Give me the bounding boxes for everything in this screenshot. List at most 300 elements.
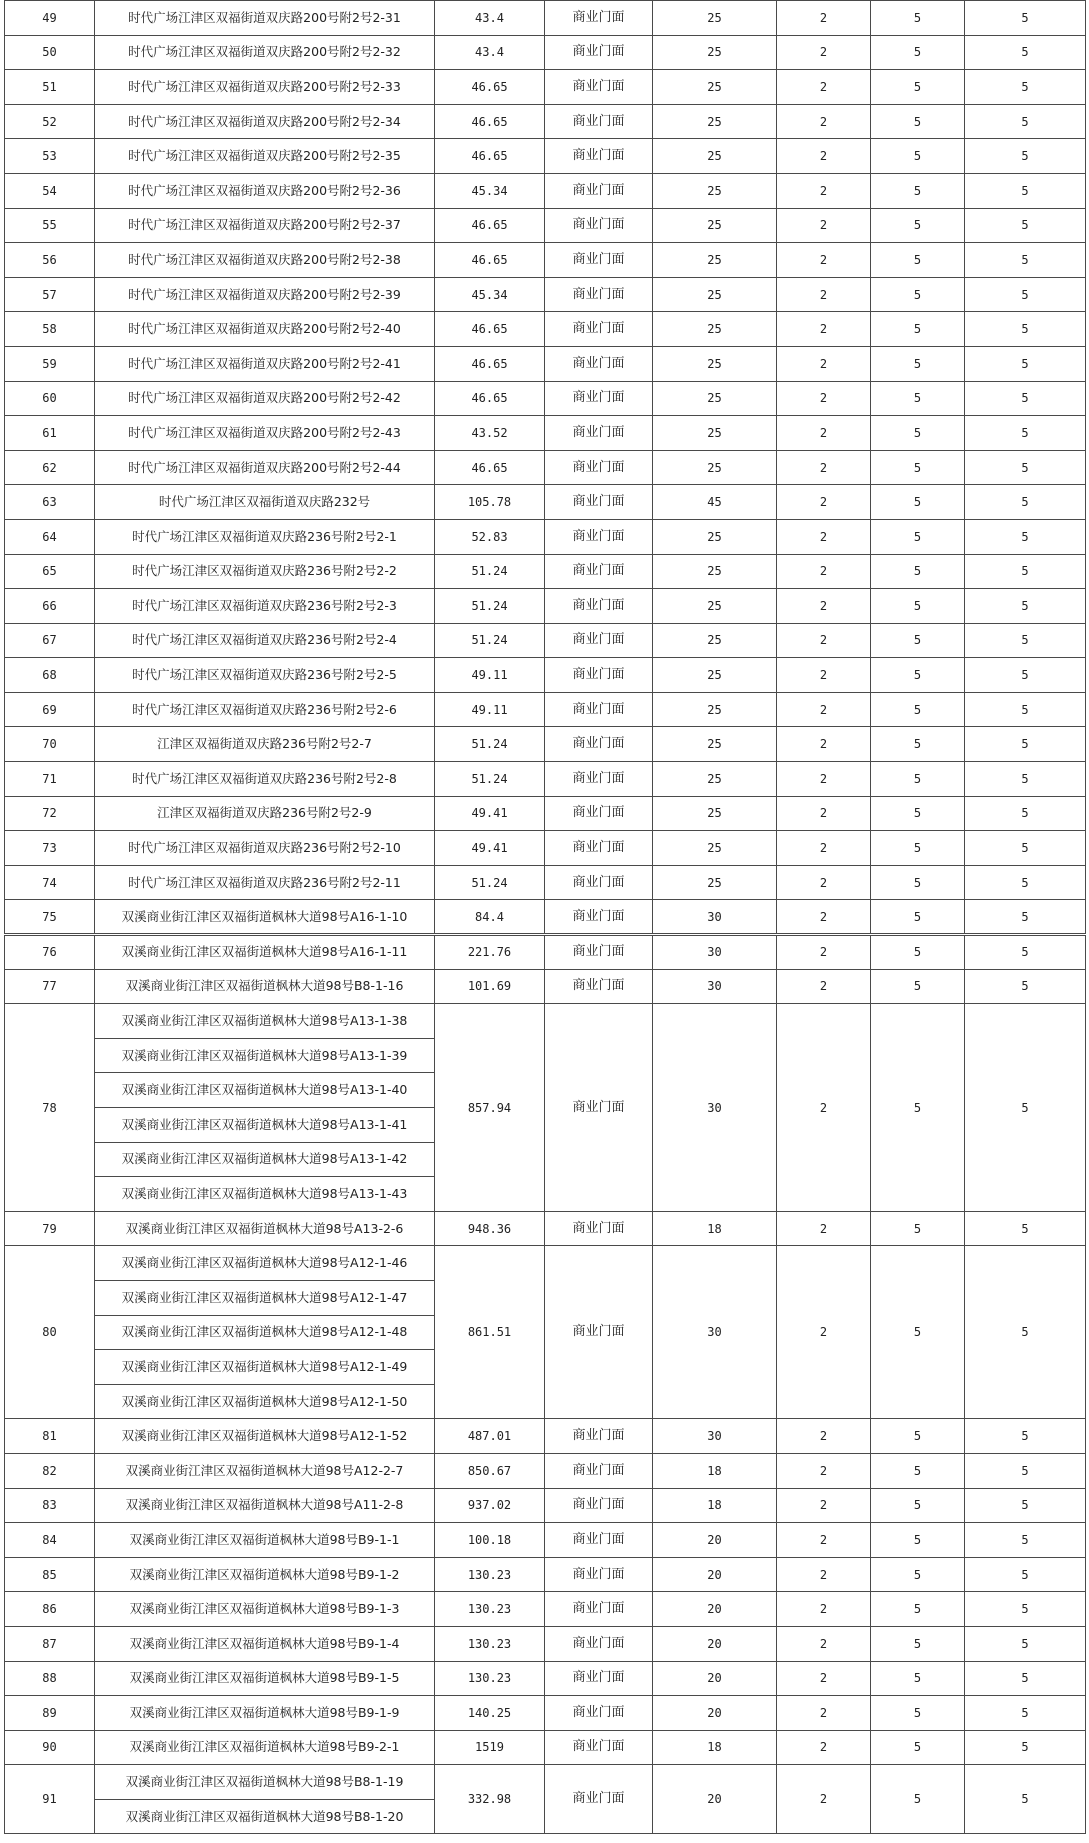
cell-address: 双溪商业街江津区双福街道枫林大道98号B8-1-16: [95, 969, 435, 1004]
cell-type: 商业门面: [545, 1, 653, 36]
cell-col7: 5: [871, 1488, 965, 1523]
cell-col6: 2: [777, 1488, 871, 1523]
cell-col7: 5: [871, 346, 965, 381]
cell-address: 双溪商业街江津区双福街道枫林大道98号A13-1-41: [95, 1108, 435, 1143]
cell-col6: 2: [777, 692, 871, 727]
cell-col6: 2: [777, 796, 871, 831]
table-row: [5, 1488, 1086, 1523]
cell-col7: 5: [871, 1696, 965, 1731]
cell-number: 50: [5, 35, 95, 70]
cell-col6: 2: [777, 346, 871, 381]
cell-col7: 5: [871, 416, 965, 451]
cell-type: 商业门面: [545, 1765, 653, 1834]
cell-col7: 5: [871, 277, 965, 312]
cell-years: 20: [653, 1557, 777, 1592]
cell-years: 30: [653, 1004, 777, 1212]
cell-area: 45.34: [435, 277, 545, 312]
cell-col8: 5: [965, 623, 1086, 658]
cell-area: 46.65: [435, 312, 545, 347]
cell-type: 商业门面: [545, 831, 653, 866]
cell-col8: 5: [965, 346, 1086, 381]
cell-years: 25: [653, 104, 777, 139]
cell-col8: 5: [965, 554, 1086, 589]
cell-col8: 5: [965, 1453, 1086, 1488]
cell-number: 84: [5, 1523, 95, 1558]
cell-col6: 2: [777, 831, 871, 866]
cell-col6: 2: [777, 1246, 871, 1419]
cell-col8: 5: [965, 1419, 1086, 1454]
cell-type: 商业门面: [545, 35, 653, 70]
cell-number: 73: [5, 831, 95, 866]
cell-years: 18: [653, 1488, 777, 1523]
cell-col7: 5: [871, 1, 965, 36]
cell-type: 商业门面: [545, 173, 653, 208]
table-row: [5, 554, 1086, 589]
cell-number: 69: [5, 692, 95, 727]
cell-years: 25: [653, 70, 777, 105]
cell-number: 57: [5, 277, 95, 312]
cell-number: 52: [5, 104, 95, 139]
cell-col8: 5: [965, 1246, 1086, 1419]
cell-years: 25: [653, 450, 777, 485]
cell-years: 30: [653, 1246, 777, 1419]
cell-col6: 2: [777, 173, 871, 208]
cell-col7: 5: [871, 1453, 965, 1488]
table-row: [5, 623, 1086, 658]
cell-area: 861.51: [435, 1246, 545, 1419]
cell-col7: 5: [871, 1557, 965, 1592]
cell-col8: 5: [965, 831, 1086, 866]
cell-address: 双溪商业街江津区双福街道枫林大道98号A12-1-47: [95, 1280, 435, 1315]
cell-years: 25: [653, 35, 777, 70]
cell-address: 时代广场江津区双福街道双庆路200号附2号2-41: [95, 346, 435, 381]
cell-type: 商业门面: [545, 1661, 653, 1696]
cell-col6: 2: [777, 450, 871, 485]
cell-address: 时代广场江津区双福街道双庆路236号附2号2-2: [95, 554, 435, 589]
cell-col8: 5: [965, 1004, 1086, 1212]
cell-col7: 5: [871, 1730, 965, 1765]
cell-col8: 5: [965, 935, 1086, 970]
cell-col6: 2: [777, 139, 871, 174]
cell-col7: 5: [871, 969, 965, 1004]
table-row: [5, 1004, 1086, 1039]
cell-address: 时代广场江津区双福街道双庆路200号附2号2-38: [95, 243, 435, 278]
table-row: [5, 450, 1086, 485]
cell-area: 51.24: [435, 865, 545, 900]
cell-col8: 5: [965, 1, 1086, 36]
table-row: [5, 208, 1086, 243]
cell-col7: 5: [871, 1419, 965, 1454]
cell-type: 商业门面: [545, 1626, 653, 1661]
cell-area: 130.23: [435, 1626, 545, 1661]
cell-col6: 2: [777, 1211, 871, 1246]
cell-type: 商业门面: [545, 416, 653, 451]
cell-col6: 2: [777, 70, 871, 105]
cell-number: 82: [5, 1453, 95, 1488]
cell-address: 时代广场江津区双福街道双庆路236号附2号2-11: [95, 865, 435, 900]
table-row: [5, 589, 1086, 624]
cell-type: 商业门面: [545, 1696, 653, 1731]
table-row: [5, 243, 1086, 278]
cell-area: 51.24: [435, 762, 545, 797]
cell-address: 双溪商业街江津区双福街道枫林大道98号B9-1-3: [95, 1592, 435, 1627]
cell-col7: 5: [871, 381, 965, 416]
cell-col8: 5: [965, 139, 1086, 174]
cell-number: 89: [5, 1696, 95, 1731]
cell-years: 25: [653, 173, 777, 208]
cell-col6: 2: [777, 935, 871, 970]
cell-col8: 5: [965, 969, 1086, 1004]
table-row: [5, 658, 1086, 693]
property-table: [4, 0, 1086, 1834]
cell-years: 30: [653, 969, 777, 1004]
cell-col8: 5: [965, 1765, 1086, 1834]
cell-number: 80: [5, 1246, 95, 1419]
cell-col8: 5: [965, 865, 1086, 900]
cell-address: 双溪商业街江津区双福街道枫林大道98号B9-1-5: [95, 1661, 435, 1696]
cell-address: 时代广场江津区双福街道双庆路200号附2号2-37: [95, 208, 435, 243]
cell-number: 81: [5, 1419, 95, 1454]
cell-address: 时代广场江津区双福街道双庆路200号附2号2-43: [95, 416, 435, 451]
table-row: [5, 1592, 1086, 1627]
cell-number: 59: [5, 346, 95, 381]
cell-number: 90: [5, 1730, 95, 1765]
cell-col7: 5: [871, 762, 965, 797]
cell-years: 30: [653, 900, 777, 935]
table-row: [5, 1730, 1086, 1765]
cell-col7: 5: [871, 1523, 965, 1558]
cell-area: 51.24: [435, 554, 545, 589]
cell-address: 时代广场江津区双福街道双庆路236号附2号2-1: [95, 519, 435, 554]
cell-type: 商业门面: [545, 727, 653, 762]
table-row: [5, 70, 1086, 105]
cell-col8: 5: [965, 519, 1086, 554]
cell-area: 52.83: [435, 519, 545, 554]
cell-number: 76: [5, 935, 95, 970]
cell-address: 双溪商业街江津区双福街道枫林大道98号A13-1-39: [95, 1038, 435, 1073]
table-row: [5, 1696, 1086, 1731]
cell-years: 25: [653, 831, 777, 866]
cell-address: 时代广场江津区双福街道双庆路200号附2号2-44: [95, 450, 435, 485]
cell-col6: 2: [777, 243, 871, 278]
cell-years: 18: [653, 1453, 777, 1488]
cell-col8: 5: [965, 796, 1086, 831]
cell-col8: 5: [965, 1661, 1086, 1696]
cell-area: 487.01: [435, 1419, 545, 1454]
cell-col7: 5: [871, 658, 965, 693]
table-row: [5, 277, 1086, 312]
cell-years: 25: [653, 1, 777, 36]
table-row: [5, 346, 1086, 381]
cell-number: 66: [5, 589, 95, 624]
cell-number: 67: [5, 623, 95, 658]
cell-years: 25: [653, 277, 777, 312]
cell-number: 51: [5, 70, 95, 105]
table-row: [5, 485, 1086, 520]
cell-address: 时代广场江津区双福街道双庆路236号附2号2-8: [95, 762, 435, 797]
cell-address: 双溪商业街江津区双福街道枫林大道98号B8-1-19: [95, 1765, 435, 1800]
cell-area: 49.11: [435, 692, 545, 727]
cell-col7: 5: [871, 312, 965, 347]
cell-col7: 5: [871, 554, 965, 589]
cell-col6: 2: [777, 727, 871, 762]
property-table-sheet: [4, 0, 1085, 1834]
cell-type: 商业门面: [545, 658, 653, 693]
cell-type: 商业门面: [545, 1004, 653, 1212]
cell-col7: 5: [871, 104, 965, 139]
table-row: [5, 1523, 1086, 1558]
cell-col6: 2: [777, 1765, 871, 1834]
cell-col8: 5: [965, 900, 1086, 935]
cell-col6: 2: [777, 1419, 871, 1454]
table-row: [5, 1211, 1086, 1246]
cell-col8: 5: [965, 727, 1086, 762]
cell-type: 商业门面: [545, 519, 653, 554]
table-row: [5, 1419, 1086, 1454]
cell-years: 25: [653, 381, 777, 416]
cell-years: 25: [653, 727, 777, 762]
cell-address: 双溪商业街江津区双福街道枫林大道98号A12-1-50: [95, 1384, 435, 1419]
cell-col6: 2: [777, 900, 871, 935]
cell-type: 商业门面: [545, 139, 653, 174]
cell-col7: 5: [871, 1246, 965, 1419]
cell-number: 83: [5, 1488, 95, 1523]
cell-type: 商业门面: [545, 589, 653, 624]
cell-number: 74: [5, 865, 95, 900]
cell-years: 25: [653, 623, 777, 658]
cell-type: 商业门面: [545, 1592, 653, 1627]
cell-years: 25: [653, 658, 777, 693]
cell-type: 商业门面: [545, 1246, 653, 1419]
cell-number: 77: [5, 969, 95, 1004]
cell-number: 53: [5, 139, 95, 174]
cell-area: 46.65: [435, 243, 545, 278]
cell-address: 双溪商业街江津区双福街道枫林大道98号A12-1-48: [95, 1315, 435, 1350]
cell-col7: 5: [871, 1765, 965, 1834]
cell-number: 79: [5, 1211, 95, 1246]
cell-area: 84.4: [435, 900, 545, 935]
cell-col6: 2: [777, 519, 871, 554]
cell-address: 时代广场江津区双福街道双庆路200号附2号2-35: [95, 139, 435, 174]
cell-years: 30: [653, 1419, 777, 1454]
table-row: [5, 104, 1086, 139]
cell-type: 商业门面: [545, 969, 653, 1004]
cell-col7: 5: [871, 1661, 965, 1696]
table-row: [5, 1453, 1086, 1488]
cell-type: 商业门面: [545, 346, 653, 381]
cell-col8: 5: [965, 416, 1086, 451]
cell-years: 18: [653, 1211, 777, 1246]
table-row: [5, 727, 1086, 762]
cell-years: 25: [653, 416, 777, 451]
cell-years: 25: [653, 692, 777, 727]
cell-area: 43.52: [435, 416, 545, 451]
cell-number: 71: [5, 762, 95, 797]
cell-address: 时代广场江津区双福街道双庆路236号附2号2-5: [95, 658, 435, 693]
cell-col7: 5: [871, 900, 965, 935]
cell-years: 25: [653, 762, 777, 797]
cell-type: 商业门面: [545, 1488, 653, 1523]
cell-col7: 5: [871, 519, 965, 554]
cell-area: 43.4: [435, 1, 545, 36]
cell-number: 88: [5, 1661, 95, 1696]
cell-area: 51.24: [435, 589, 545, 624]
cell-type: 商业门面: [545, 623, 653, 658]
cell-address: 双溪商业街江津区双福街道枫林大道98号B9-1-1: [95, 1523, 435, 1558]
table-row: [5, 1765, 1086, 1800]
cell-area: 221.76: [435, 935, 545, 970]
cell-col6: 2: [777, 865, 871, 900]
cell-years: 45: [653, 485, 777, 520]
table-body: [5, 1, 1086, 1834]
cell-area: 46.65: [435, 381, 545, 416]
cell-number: 87: [5, 1626, 95, 1661]
cell-col8: 5: [965, 243, 1086, 278]
cell-col7: 5: [871, 865, 965, 900]
cell-col8: 5: [965, 1730, 1086, 1765]
cell-col7: 5: [871, 450, 965, 485]
cell-address: 时代广场江津区双福街道双庆路200号附2号2-31: [95, 1, 435, 36]
cell-number: 78: [5, 1004, 95, 1212]
cell-years: 20: [653, 1696, 777, 1731]
cell-area: 105.78: [435, 485, 545, 520]
cell-number: 56: [5, 243, 95, 278]
cell-years: 25: [653, 519, 777, 554]
cell-type: 商业门面: [545, 762, 653, 797]
cell-col8: 5: [965, 381, 1086, 416]
cell-area: 49.11: [435, 658, 545, 693]
cell-col6: 2: [777, 1453, 871, 1488]
cell-address: 时代广场江津区双福街道双庆路200号附2号2-42: [95, 381, 435, 416]
cell-area: 43.4: [435, 35, 545, 70]
cell-col8: 5: [965, 1626, 1086, 1661]
cell-type: 商业门面: [545, 450, 653, 485]
cell-col6: 2: [777, 485, 871, 520]
cell-years: 25: [653, 243, 777, 278]
cell-number: 49: [5, 1, 95, 36]
cell-col6: 2: [777, 658, 871, 693]
cell-type: 商业门面: [545, 1557, 653, 1592]
cell-years: 25: [653, 865, 777, 900]
cell-col7: 5: [871, 623, 965, 658]
cell-years: 20: [653, 1592, 777, 1627]
cell-area: 948.36: [435, 1211, 545, 1246]
cell-years: 30: [653, 935, 777, 970]
cell-col6: 2: [777, 1696, 871, 1731]
cell-col8: 5: [965, 70, 1086, 105]
cell-col6: 2: [777, 208, 871, 243]
cell-col6: 2: [777, 554, 871, 589]
cell-col6: 2: [777, 1004, 871, 1212]
cell-address: 双溪商业街江津区双福街道枫林大道98号A11-2-8: [95, 1488, 435, 1523]
table-row: [5, 381, 1086, 416]
cell-address: 双溪商业街江津区双福街道枫林大道98号A12-2-7: [95, 1453, 435, 1488]
cell-type: 商业门面: [545, 1453, 653, 1488]
cell-col8: 5: [965, 1557, 1086, 1592]
cell-address: 双溪商业街江津区双福街道枫林大道98号A12-1-46: [95, 1246, 435, 1281]
cell-col7: 5: [871, 1626, 965, 1661]
cell-col8: 5: [965, 762, 1086, 797]
cell-address: 江津区双福街道双庆路236号附2号2-7: [95, 727, 435, 762]
cell-address: 时代广场江津区双福街道双庆路200号附2号2-39: [95, 277, 435, 312]
cell-years: 25: [653, 796, 777, 831]
cell-area: 46.65: [435, 70, 545, 105]
cell-col7: 5: [871, 796, 965, 831]
cell-years: 25: [653, 589, 777, 624]
cell-col7: 5: [871, 831, 965, 866]
cell-area: 46.65: [435, 450, 545, 485]
cell-col8: 5: [965, 485, 1086, 520]
cell-number: 65: [5, 554, 95, 589]
cell-type: 商业门面: [545, 1730, 653, 1765]
cell-col7: 5: [871, 70, 965, 105]
cell-address: 双溪商业街江津区双福街道枫林大道98号A16-1-11: [95, 935, 435, 970]
cell-type: 商业门面: [545, 692, 653, 727]
cell-address: 时代广场江津区双福街道双庆路200号附2号2-33: [95, 70, 435, 105]
cell-col6: 2: [777, 277, 871, 312]
cell-address: 时代广场江津区双福街道双庆路200号附2号2-32: [95, 35, 435, 70]
cell-area: 46.65: [435, 208, 545, 243]
cell-col7: 5: [871, 1592, 965, 1627]
cell-years: 20: [653, 1765, 777, 1834]
cell-address: 时代广场江津区双福街道双庆路232号: [95, 485, 435, 520]
cell-col8: 5: [965, 1592, 1086, 1627]
cell-number: 62: [5, 450, 95, 485]
cell-type: 商业门面: [545, 1523, 653, 1558]
cell-col6: 2: [777, 1730, 871, 1765]
cell-type: 商业门面: [545, 554, 653, 589]
cell-address: 时代广场江津区双福街道双庆路236号附2号2-3: [95, 589, 435, 624]
cell-type: 商业门面: [545, 243, 653, 278]
cell-area: 51.24: [435, 727, 545, 762]
cell-area: 1519: [435, 1730, 545, 1765]
cell-type: 商业门面: [545, 485, 653, 520]
cell-area: 850.67: [435, 1453, 545, 1488]
cell-col6: 2: [777, 1557, 871, 1592]
cell-years: 25: [653, 139, 777, 174]
cell-area: 49.41: [435, 831, 545, 866]
table-row: [5, 969, 1086, 1004]
cell-col7: 5: [871, 1004, 965, 1212]
cell-address: 时代广场江津区双福街道双庆路200号附2号2-34: [95, 104, 435, 139]
table-row: [5, 762, 1086, 797]
cell-col7: 5: [871, 208, 965, 243]
table-row: [5, 831, 1086, 866]
cell-area: 130.23: [435, 1557, 545, 1592]
cell-col6: 2: [777, 35, 871, 70]
cell-type: 商业门面: [545, 312, 653, 347]
cell-col6: 2: [777, 762, 871, 797]
cell-area: 937.02: [435, 1488, 545, 1523]
cell-address: 江津区双福街道双庆路236号附2号2-9: [95, 796, 435, 831]
cell-col7: 5: [871, 589, 965, 624]
cell-area: 130.23: [435, 1592, 545, 1627]
cell-col8: 5: [965, 450, 1086, 485]
table-row: [5, 935, 1086, 970]
cell-area: 51.24: [435, 623, 545, 658]
cell-area: 332.98: [435, 1765, 545, 1834]
cell-col8: 5: [965, 1523, 1086, 1558]
table-row: [5, 1626, 1086, 1661]
cell-type: 商业门面: [545, 900, 653, 935]
cell-type: 商业门面: [545, 796, 653, 831]
cell-col7: 5: [871, 139, 965, 174]
cell-address: 双溪商业街江津区双福街道枫林大道98号B9-1-2: [95, 1557, 435, 1592]
cell-number: 72: [5, 796, 95, 831]
cell-type: 商业门面: [545, 935, 653, 970]
cell-col8: 5: [965, 1696, 1086, 1731]
cell-number: 86: [5, 1592, 95, 1627]
